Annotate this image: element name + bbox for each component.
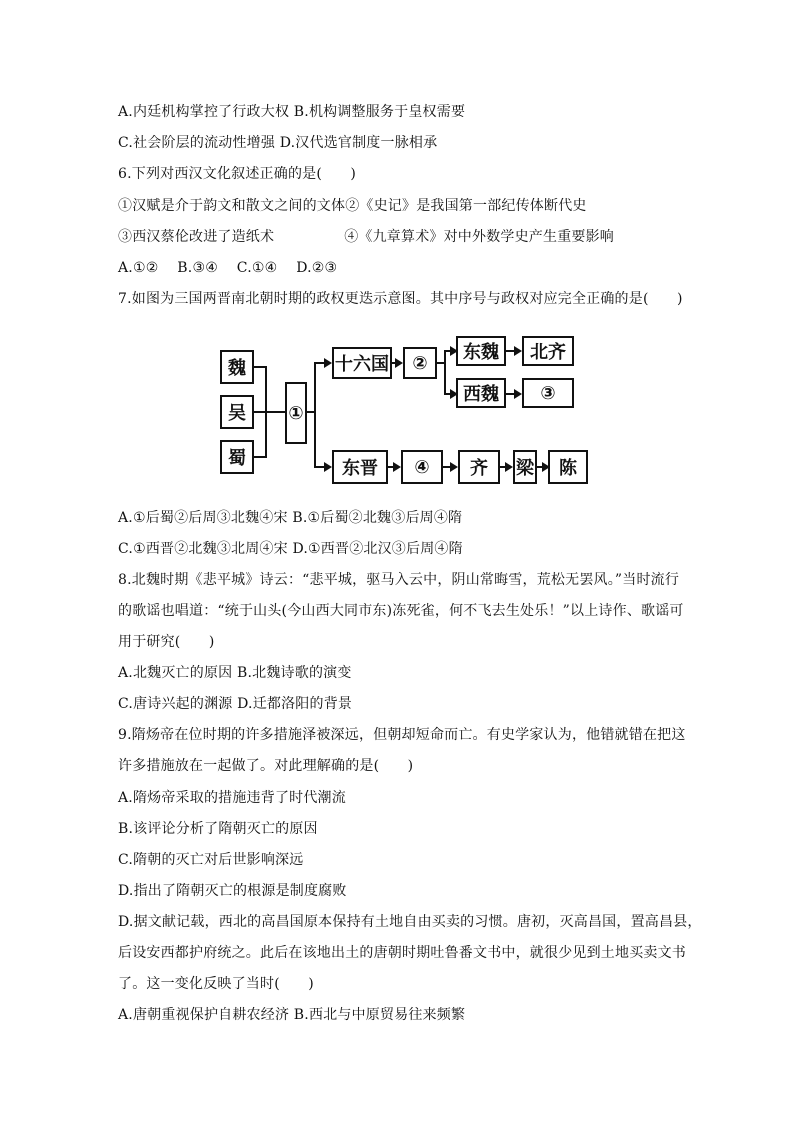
text-line: C.唐诗兴起的渊源 D.迁都洛阳的背景 [118,696,353,712]
box-circle-4: ④ [401,450,443,484]
text-line: C.社会阶层的流动性增强 D.汉代选官制度一脉相承 [118,135,438,151]
text-line: D.指出了隋朝灭亡的根源是制度腐败 [118,883,347,899]
text-line: ①汉赋是介于韵文和散文之间的文体②《史记》是我国第一部纪传体断代史 [118,198,587,214]
text-line: C.隋朝的灭亡对后世影响深远 [118,852,304,868]
text-line: D.据文献记载，西北的高昌国原本保持有土地自由买卖的习惯。唐初，灭高昌国，置高昌县， [118,914,702,930]
text-line: C.①西晋②北魏③北周④宋 D.①西晋②北汉③后周④隋 [118,541,463,557]
text-line: 7.如图为三国两晋南北朝时期的政权更迭示意图。其中序号与政权对应完全正确的是( ) [118,291,683,307]
box-beiqi: 北齐 [522,336,574,366]
box-liang: 梁 [513,450,537,484]
option-3: ③西汉蔡伦改进了造纸术 [118,229,275,245]
text-line: 9.隋炀帝在位时期的许多措施泽被深远，但朝却短命而亡。有史学家认为，他错就错在把这 [118,727,686,743]
text-line: A.内廷机构掌控了行政大权 B.机构调整服务于皇权需要 [118,104,466,120]
box-shu: 蜀 [220,440,254,474]
box-chen: 陈 [548,450,588,484]
regime-succession-diagram [220,342,588,492]
box-dongjin: 东晋 [332,450,388,484]
box-shiliuguo: 十六国 [332,347,392,379]
box-circle-1: ① [285,382,307,444]
text-line: A.①后蜀②后周③北魏④宋 B.①后蜀②北魏③后周④隋 [118,510,463,526]
box-wei: 魏 [220,350,254,384]
box-dongwei: 东魏 [456,336,506,366]
text-line: 许多措施放在一起做了。对此理解确的是( ) [118,758,414,774]
box-circle-3: ③ [522,378,574,408]
box-circle-2: ② [403,347,437,379]
box-xiwei: 西魏 [456,378,506,408]
text-line: B.该评论分析了隋朝灭亡的原因 [118,821,318,837]
text-line: A.唐朝重视保护自耕农经济 B.西北与中原贸易往来频繁 [118,1007,466,1023]
box-wu: 吴 [220,395,254,429]
text-line: 用于研究( ) [118,634,215,650]
box-qi: 齐 [458,450,500,484]
text-line: A.①② B.③④ C.①④ D.②③ [118,260,338,276]
text-line: 6.下列对西汉文化叙述正确的是( ) [118,166,357,182]
text-line [118,227,614,247]
text-line: 8.北魏时期《悲平城》诗云：“悲平城，驱马入云中，阴山常晦雪，荒松无罢风。”当时流行 [118,572,680,588]
text-line: 了。这一变化反映了当时( ) [118,976,314,992]
text-line: A.隋炀帝采取的措施违背了时代潮流 [118,790,346,806]
text-line: A.北魏灭亡的原因 B.北魏诗歌的演变 [118,665,352,681]
text-line: 后设安西都护府统之。此后在该地出土的唐朝时期吐鲁番文书中，就很少见到土地买卖文书 [118,945,686,961]
text-line: 的歌谣也唱道：“统于山头(今山西大同市东)冻死雀，何不飞去生处乐！”以上诗作、歌谣可 [118,603,684,619]
option-4: ④《九章算术》对中外数学史产生重要影响 [344,229,615,245]
